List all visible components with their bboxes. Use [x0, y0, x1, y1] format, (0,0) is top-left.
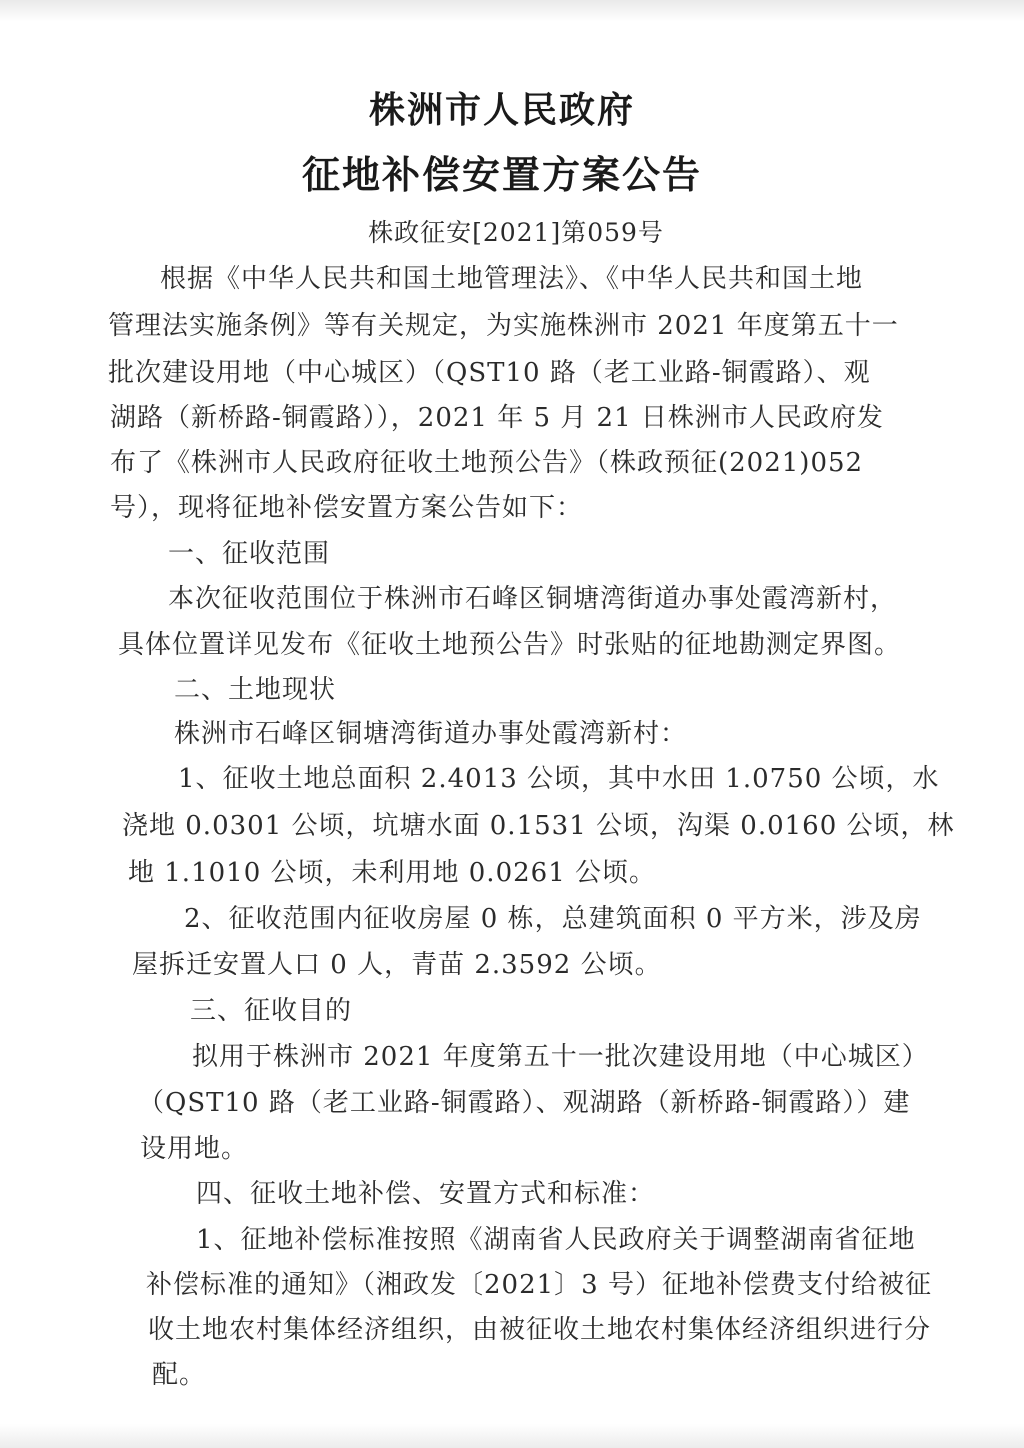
body-line: 根据《中华人民共和国土地管理法》、《中华人民共和国土地 — [160, 264, 864, 294]
body-line: 批次建设用地（中心城区）（QST10 路（老工业路-铜霞路）、观 — [108, 358, 871, 388]
scan-edge-bottom — [0, 1424, 1024, 1448]
body-line: 布了《株洲市人民政府征收土地预公告》（株政预征(2021)052 — [110, 448, 864, 478]
body-line: 管理法实施条例》等有关规定，为实施株洲市 2021 年度第五十一 — [108, 311, 899, 341]
body-line: 本次征收范围位于株洲市石峰区铜塘湾街道办事处霞湾新村， — [168, 584, 898, 614]
body-line: 2、征收范围内征收房屋 0 栋，总建筑面积 0 平方米，涉及房 — [184, 904, 922, 934]
document-title-subject: 征地补偿安置方案公告 — [301, 153, 702, 197]
section-heading: 二、土地现状 — [174, 675, 337, 705]
body-line: 1、征收土地总面积 2.4013 公顷，其中水田 1.0750 公顷，水 — [178, 764, 940, 794]
body-line: 具体位置详见发布《征收土地预公告》时张贴的征地勘测定界图。 — [118, 630, 902, 660]
body-line: 设用地。 — [140, 1134, 249, 1164]
body-line: 号），现将征地补偿安置方案公告如下： — [110, 493, 584, 523]
body-line: （QST10 路（老工业路-铜霞路）、观湖路（新桥路-铜霞路））建 — [138, 1088, 911, 1118]
body-line: 地 1.1010 公顷，未利用地 0.0261 公顷。 — [128, 858, 657, 888]
body-line: 屋拆迁安置人口 0 人，青苗 2.3592 公顷。 — [132, 950, 662, 980]
body-line: 湖路（新桥路-铜霞路）），2021 年 5 月 21 日株洲市人民政府发 — [110, 403, 884, 433]
section-heading: 一、征收范围 — [168, 539, 331, 569]
body-line: 株洲市石峰区铜塘湾街道办事处霞湾新村： — [174, 719, 688, 749]
section-heading: 四、征收土地补偿、安置方式和标准： — [196, 1179, 656, 1209]
section-heading: 三、征收目的 — [190, 996, 353, 1026]
body-line: 配。 — [152, 1360, 207, 1390]
body-line: 收土地农村集体经济组织，由被征收土地农村集体经济组织进行分 — [148, 1315, 932, 1345]
document-number: 株政征安[2021]第059号 — [368, 218, 664, 247]
body-line: 拟用于株洲市 2021 年度第五十一批次建设用地（中心城区） — [192, 1042, 929, 1072]
body-line: 补偿标准的通知》（湘政发〔2021〕3 号）征地补偿费支付给被征 — [146, 1270, 932, 1300]
body-line: 1、征地补偿标准按照《湖南省人民政府关于调整湖南省征地 — [196, 1225, 916, 1255]
document-title-issuer: 株洲市人民政府 — [368, 90, 635, 131]
body-line: 浇地 0.0301 公顷，坑塘水面 0.1531 公顷，沟渠 0.0160 公顷，林 — [122, 811, 955, 841]
scan-edge-top — [0, 0, 1024, 22]
